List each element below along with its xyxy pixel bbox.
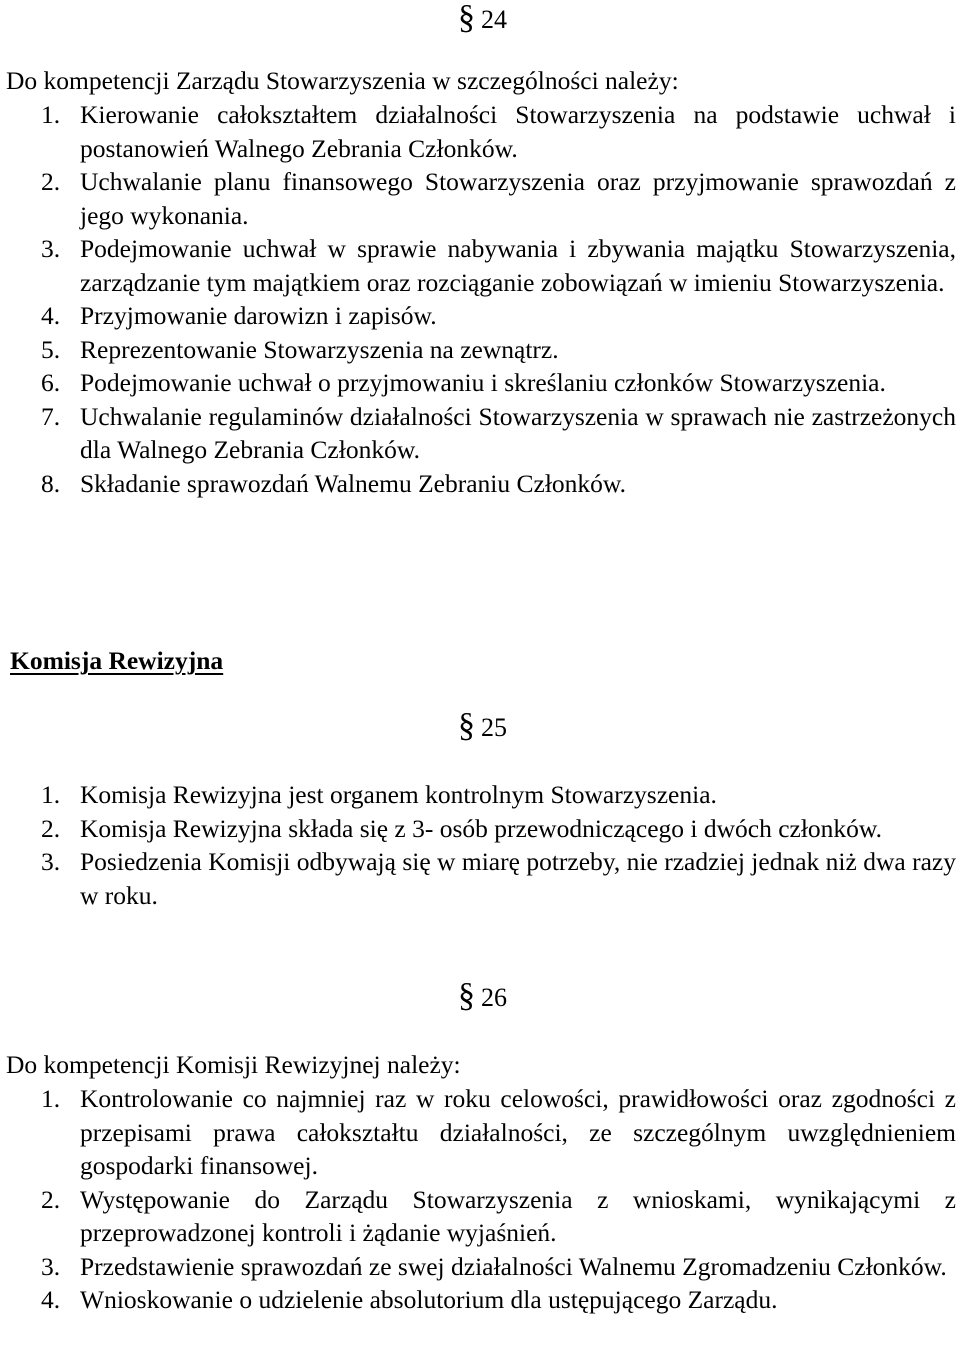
list-item [6, 1082, 956, 1183]
item-number: 6. [41, 368, 61, 397]
section-number: 24 [481, 5, 507, 34]
item-text: Uchwalanie planu finansowego Stowarzyszenia oraz przyjmowanie sprawozdań z jego wykonania. [80, 167, 956, 230]
item-number: 4. [41, 1285, 61, 1314]
section-number: 25 [481, 713, 507, 742]
item-text: Komisja Rewizyjna jest organem kontrolnym Stowarzyszenia. [80, 780, 717, 809]
item-text: Uchwalanie regulaminów działalności Stowarzyszenia w sprawach nie zastrzeżonych dla Walnego Zebrania Członków. [80, 401, 956, 464]
section-24-intro: Do kompetencji Zarządu Stowarzyszenia w szczególności należy: [6, 66, 679, 95]
item-number: 1. [41, 780, 61, 809]
list-item [6, 232, 956, 299]
item-text: Składanie sprawozdań Walnemu Zebraniu Członków. [80, 468, 627, 498]
section-sign: § [458, 707, 475, 744]
item-number: 8. [41, 468, 61, 498]
item-text: Komisja Rewizyjna składa się z 3- osób przewodniczącego i dwóch członków. [80, 813, 883, 843]
item-number: 3. [41, 847, 61, 876]
list-item [6, 845, 956, 912]
item-text: Podejmowanie uchwał w sprawie nabywania i zbywania majątku Stowarzyszenia, zarządzanie tym majątkiem oraz rozciąganie zobowiązań w imieniu Stowarzyszenia. [80, 234, 956, 297]
item-number: 2. [41, 167, 61, 196]
item-number: 5. [41, 334, 61, 364]
list-item [6, 299, 956, 333]
item-number: 3. [41, 234, 61, 263]
list-item [6, 366, 956, 400]
item-text: Przedstawienie sprawozdań ze swej działalności Walnemu Zgromadzeniu Członków. [80, 1251, 947, 1281]
section-number: 26 [481, 983, 507, 1012]
list-item [6, 778, 956, 812]
item-number: 2. [41, 813, 61, 843]
list-item [6, 98, 956, 165]
item-text: Kierowanie całokształtem działalności Stowarzyszenia na podstawie uchwał i postanowień Walnego Zebrania Członków. [80, 100, 956, 163]
list-item [6, 333, 956, 367]
list-item [6, 400, 956, 467]
item-text: Występowanie do Zarządu Stowarzyszenia z wnioskami, wynikającymi z przeprowadzonej kontroli i żądanie wyjaśnień. [80, 1184, 956, 1247]
item-text: Kontrolowanie co najmniej raz w roku celowości, prawidłowości oraz zgodności z przepisami prawa całokształtu działalności, ze szczególnym uwzględnieniem gospodarki finansowej. [80, 1084, 956, 1180]
item-number: 7. [41, 401, 61, 431]
section-sign: § [458, 977, 475, 1014]
section-26-list [6, 1082, 956, 1317]
section-25-list [6, 778, 956, 912]
item-text: Reprezentowanie Stowarzyszenia na zewnątrz. [80, 334, 559, 364]
section-25-mark [458, 708, 507, 744]
section-26-intro: Do kompetencji Komisji Rewizyjnej należy: [6, 1050, 461, 1079]
list-item [6, 812, 956, 846]
item-number: 2. [41, 1184, 61, 1214]
list-item [6, 1183, 956, 1250]
list-item [6, 165, 956, 232]
section-sign: § [458, 0, 475, 36]
item-text: Przyjmowanie darowizn i zapisów. [80, 301, 437, 330]
item-text: Posiedzenia Komisji odbywają się w miarę potrzeby, nie rzadziej jednak niż dwa razy w roku. [80, 847, 956, 910]
section-heading: Komisja Rewizyjna [10, 646, 224, 675]
section-24-mark [458, 0, 507, 36]
section-24-list [6, 98, 956, 500]
list-item [6, 467, 956, 501]
list-item [6, 1283, 956, 1317]
item-text: Wnioskowanie o udzielenie absolutorium dla ustępującego Zarządu. [80, 1285, 778, 1314]
item-number: 3. [41, 1251, 61, 1281]
item-number: 1. [41, 100, 61, 129]
item-number: 1. [41, 1084, 61, 1113]
section-26-mark [458, 978, 507, 1014]
item-number: 4. [41, 301, 61, 330]
item-text: Podejmowanie uchwał o przyjmowaniu i skreślaniu członków Stowarzyszenia. [80, 368, 886, 397]
list-item [6, 1250, 956, 1284]
